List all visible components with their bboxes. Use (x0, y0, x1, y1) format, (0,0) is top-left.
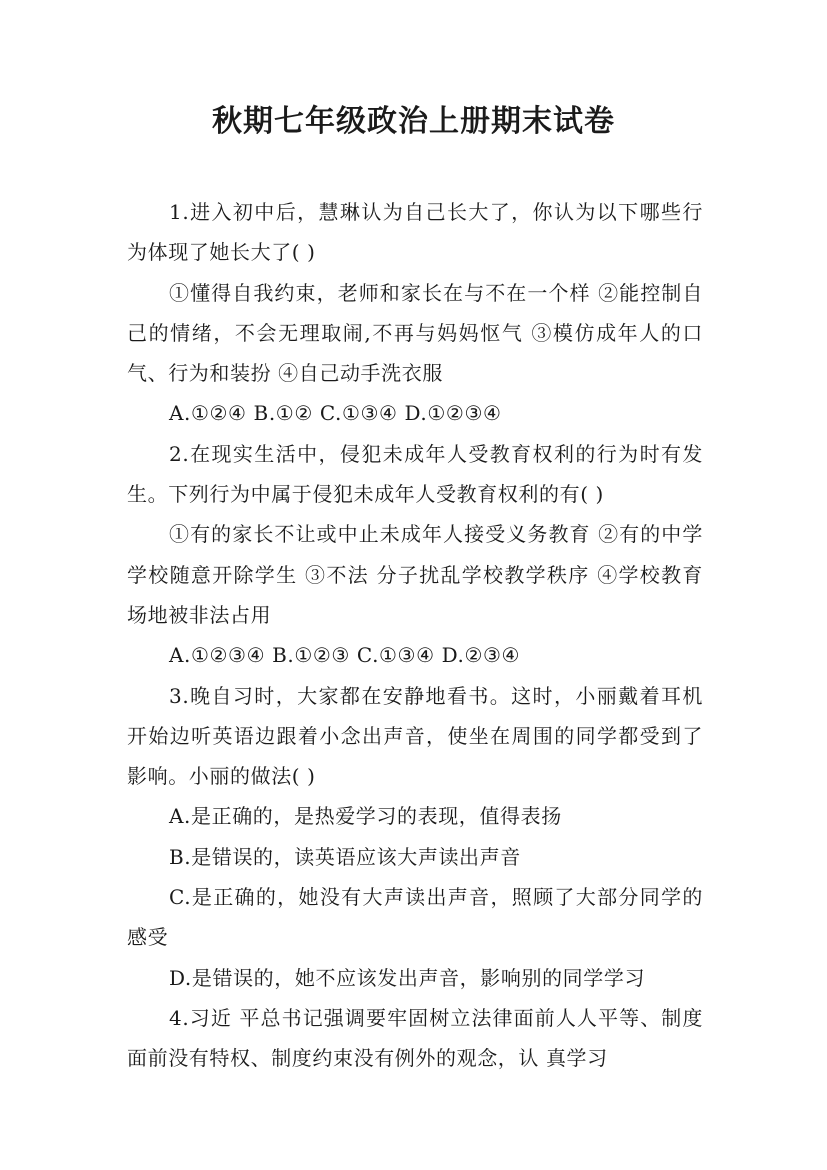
question-1-stem: 1.进入初中后，慧琳认为自己长大了，你认为以下哪些行为体现了她长大了( ) (127, 200, 703, 265)
document-body (127, 192, 703, 1079)
document-title: 秋期七年级政治上册期末试卷 (212, 104, 615, 139)
question-2-options: A.①②③④ B.①②③ C.①③④ D.②③④ (169, 643, 521, 668)
question-2-statements: ①有的家长不让或中止未成年人接受义务教育 ②有的中学学校随意开除学生 ③不法 分子扰乱学校教学秩序 ④学校教育场地被非法占用 (127, 522, 703, 627)
question-4-stem: 4.习近 平总书记强调要牢固树立法律面前人人平等、制度面前没有特权、制度约束没有例外的观念，认 真学习 (127, 1005, 703, 1071)
question-3-option-d: D.是错误的，她不应该发出声音，影响别的同学学习 (169, 965, 646, 990)
question-3-stem: 3.晚自习时，大家都在安静地看书。这时，小丽戴着耳机开始边听英语边跟着小念出声音，使坐在周围的同学都受到了影响。小丽的做法( ) (127, 683, 703, 789)
question-3-option-c: C.是正确的，她没有大声读出声音，照顾了大部分同学的感受 (127, 885, 703, 950)
question-1-options: A.①②④ B.①② C.①③④ D.①②③④ (169, 401, 502, 426)
question-3-option-b: B.是错误的，读英语应该大声读出声音 (169, 844, 521, 869)
question-2-stem: 2.在现实生活中，侵犯未成年人受教育权利的行为时有发生。下列行为中属于侵犯未成年人受教育权利的有( ) (127, 441, 703, 507)
question-1-statements: ①懂得自我约束，老师和家长在与不在一个样 ②能控制自己的情绪，不会无理取闹,不再与妈妈怄气 ③模仿成年人的口气、行为和装扮 ④自己动手洗衣服 (127, 280, 703, 386)
question-3-option-a: A.是正确的，是热爱学习的表现，值得表扬 (169, 804, 562, 829)
